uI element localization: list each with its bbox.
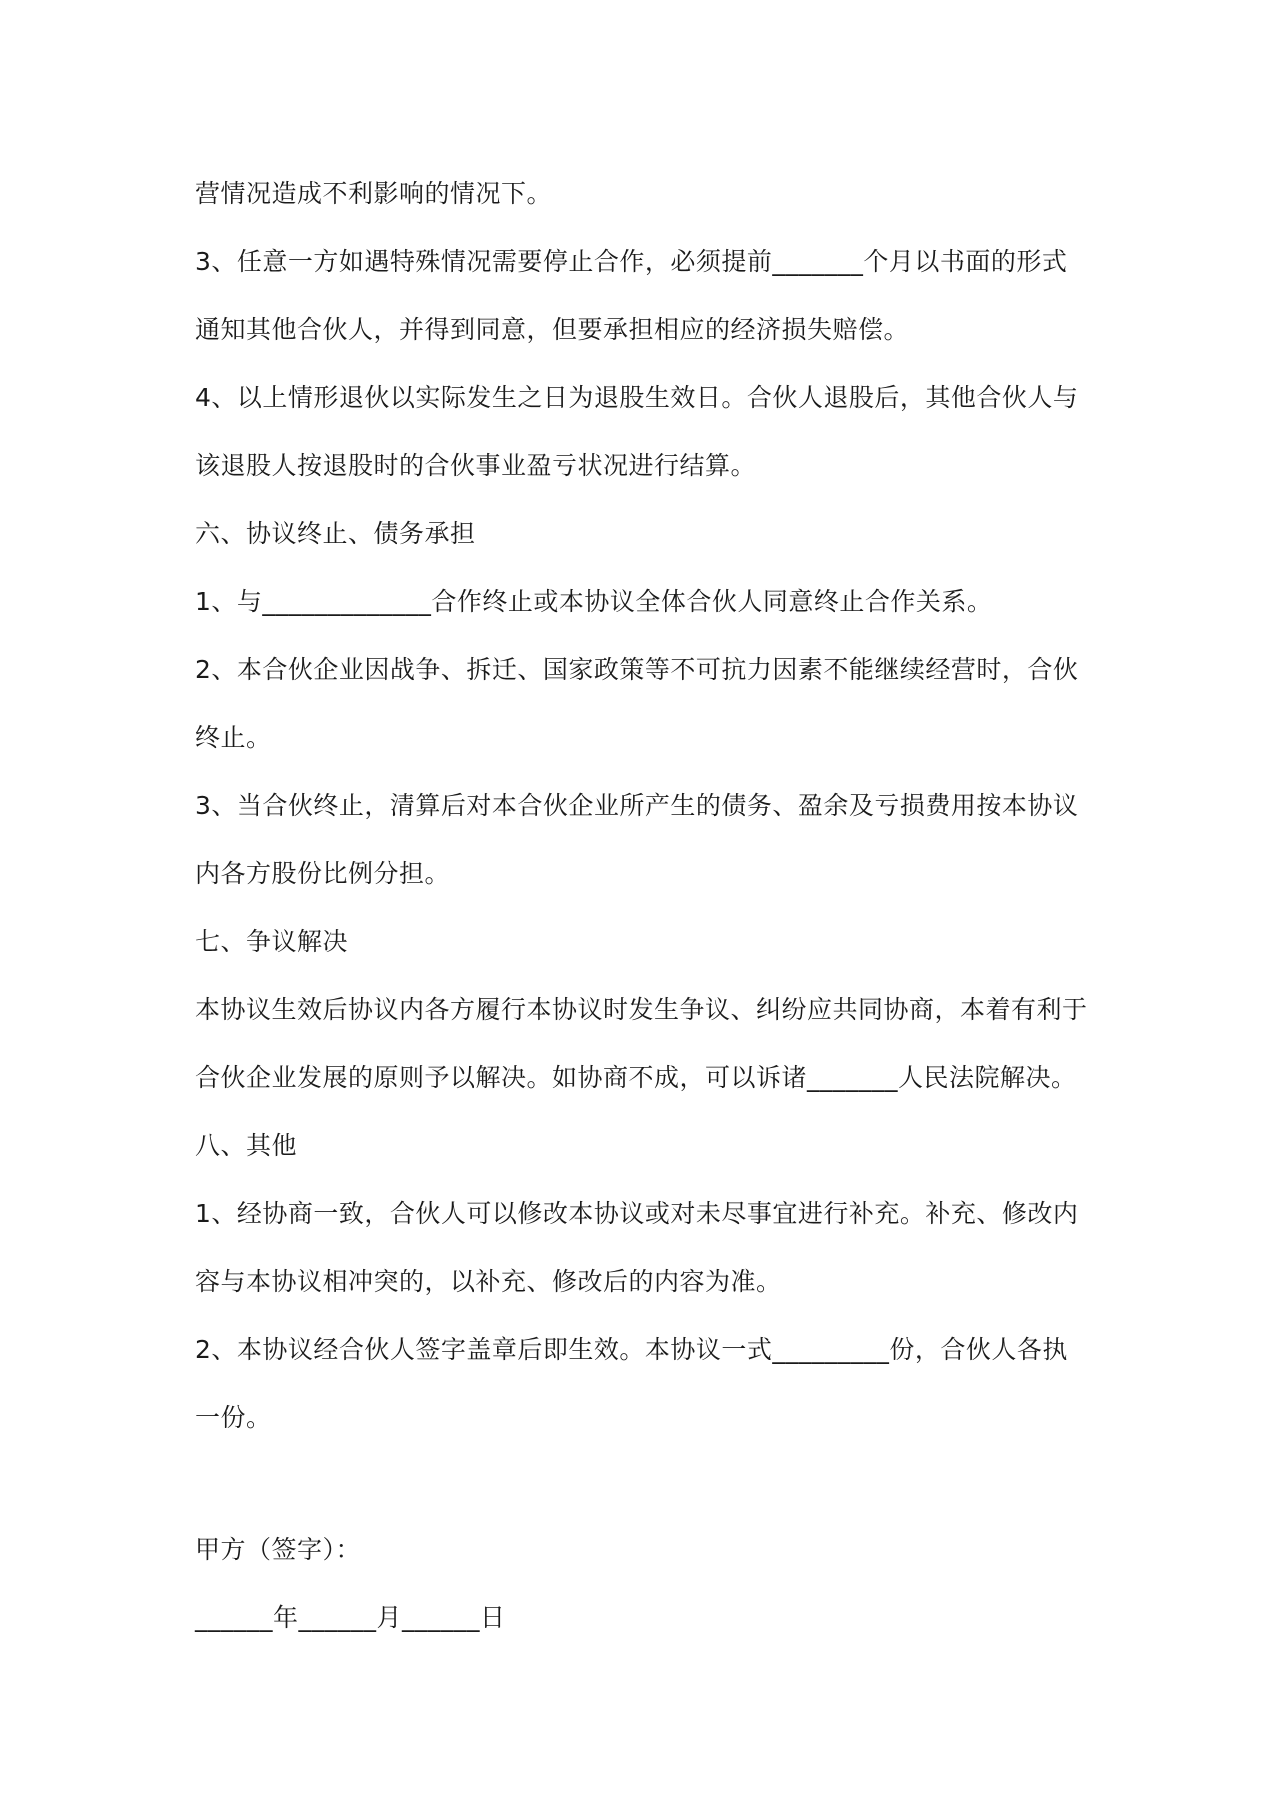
text-line: 终止。: [195, 723, 272, 752]
signature-label: 甲方（签字）：: [195, 1535, 362, 1564]
text-line: 一份。: [195, 1403, 272, 1432]
section-heading: 七、争议解决: [195, 927, 349, 956]
text-line: 合伙企业发展的原则予以解决。如协商不成，可以诉诸_______人民法院解决。: [195, 1063, 1077, 1092]
text-line: 本协议生效后协议内各方履行本协议时发生争议、纠纷应共同协商，本着有利于: [195, 995, 1088, 1024]
text-line: 2、本协议经合伙人签字盖章后即生效。本协议一式_________份，合伙人各执: [195, 1335, 1068, 1364]
text-line: 内各方股份比例分担。: [195, 859, 451, 888]
text-line: 通知其他合伙人，并得到同意，但要承担相应的经济损失赔偿。: [195, 315, 910, 344]
text-line: 2、本合伙企业因战争、拆迁、国家政策等不可抗力因素不能继续经营时，合伙: [195, 655, 1079, 684]
text-line: 该退股人按退股时的合伙事业盈亏状况进行结算。: [195, 451, 757, 480]
text-line: 3、当合伙终止，清算后对本合伙企业所产生的债务、盈余及亏损费用按本协议: [195, 791, 1079, 820]
text-line: 容与本协议相冲突的，以补充、修改后的内容为准。: [195, 1267, 782, 1296]
document-body: [195, 160, 1095, 1452]
text-line: 3、任意一方如遇特殊情况需要停止合作，必须提前_______个月以书面的形式: [195, 247, 1068, 276]
text-line: 1、经协商一致，合伙人可以修改本协议或对未尽事宜进行补充。补充、修改内: [195, 1199, 1079, 1228]
text-line: 营情况造成不利影响的情况下。: [195, 179, 553, 208]
signature-date: ______年______月______日: [195, 1603, 506, 1632]
text-line: 1、与_____________合作终止或本协议全体合伙人同意终止合作关系。: [195, 587, 993, 616]
section-heading: 六、协议终止、债务承担: [195, 519, 476, 548]
section-heading: 八、其他: [195, 1131, 298, 1160]
text-line: 4、以上情形退伙以实际发生之日为退股生效日。合伙人退股后，其他合伙人与: [195, 383, 1079, 412]
